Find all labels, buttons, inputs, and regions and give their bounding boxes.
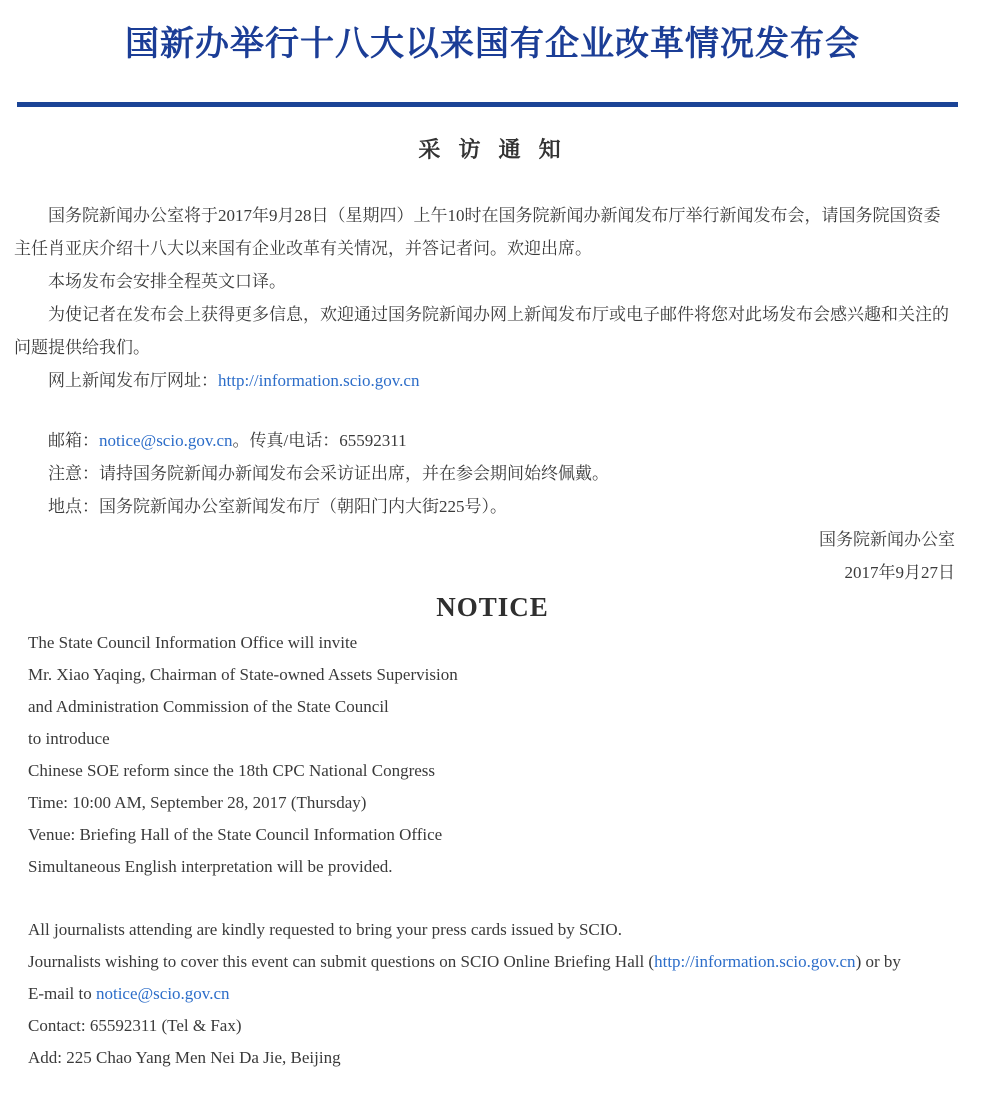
en-line-topic: Chinese SOE reform since the 18th CPC National Congress	[28, 761, 436, 780]
submit-questions-text-post: ) or by	[855, 952, 901, 971]
website-label: 网上新闻发布厅网址：	[48, 371, 218, 390]
cn-paragraph-announcement: 国务院新闻办公室将于2017年9月28日（星期四）上午10时在国务院新闻办新闻发布厅举行新闻发布会，请国务院国资委主任肖亚庆介绍十八大以来国有企业改革有关情况，并答记者问。欢迎出席。	[14, 206, 941, 258]
en-line-address: Add: 225 Chao Yang Men Nei Da Jie, Beijing	[28, 1048, 341, 1067]
en-line-speaker: Mr. Xiao Yaqing, Chairman of State-owned Assets Supervision	[28, 665, 458, 684]
en-line-email	[28, 978, 955, 1010]
en-line-time: Time: 10:00 AM, September 28, 2017 (Thursday)	[28, 793, 367, 812]
cn-paragraph-interpretation: 本场发布会安排全程英文口译。	[48, 272, 286, 291]
submit-questions-text-pre: Journalists wishing to cover this event can submit questions on SCIO Online Briefing Hall (	[28, 952, 655, 971]
title-divider	[17, 102, 958, 107]
cn-paragraph-contact	[14, 424, 955, 457]
signature-organization: 国务院新闻办公室	[819, 530, 955, 549]
en-line-interpretation: Simultaneous English interpretation will be provided.	[28, 857, 393, 876]
cn-paragraph-website	[14, 364, 955, 397]
en-line-introduce: to introduce	[28, 729, 110, 748]
cn-paragraph-questions: 为使记者在发布会上获得更多信息，欢迎通过国务院新闻办网上新闻发布厅或电子邮件将您对此场发布会感兴趣和关注的问题提供给我们。	[14, 305, 949, 357]
page-title: 国新办举行十八大以来国有企业改革情况发布会	[125, 25, 860, 63]
notice-email-link-en[interactable]: notice@scio.gov.cn	[95, 984, 230, 1003]
en-notice-body	[28, 627, 955, 1074]
en-line-submit-questions	[28, 946, 955, 978]
briefing-hall-url-link[interactable]: http://information.scio.gov.cn	[218, 371, 420, 390]
en-line-venue: Venue: Briefing Hall of the State Council Information Office	[28, 825, 443, 844]
email-label: 邮箱：	[48, 431, 99, 450]
en-notice-heading: NOTICE	[436, 592, 549, 622]
en-line-commission: and Administration Commission of the State Council	[28, 697, 389, 716]
cn-notice-body	[14, 199, 955, 589]
en-line-invite: The State Council Information Office will invite	[28, 633, 358, 652]
cn-notice-heading: 采 访 通 知	[418, 137, 567, 162]
email-text-pre: E-mail to	[28, 984, 96, 1003]
cn-paragraph-venue: 地点：国务院新闻办公室新闻发布厅（朝阳门内大街225号）。	[48, 497, 507, 516]
cn-paragraph-note: 注意：请持国务院新闻办新闻发布会采访证出席，并在参会期间始终佩戴。	[48, 464, 609, 483]
en-line-contact: Contact: 65592311 (Tel & Fax)	[28, 1016, 242, 1035]
briefing-hall-url-link-en[interactable]: http://information.scio.gov.cn	[654, 952, 856, 971]
fax-phone-text: 。传真/电话：65592311	[232, 431, 407, 450]
notice-email-link[interactable]: notice@scio.gov.cn	[99, 431, 233, 450]
signature-date: 2017年9月27日	[844, 563, 955, 582]
en-line-press-cards: All journalists attending are kindly requested to bring your press cards issued by SCIO.	[28, 920, 622, 939]
